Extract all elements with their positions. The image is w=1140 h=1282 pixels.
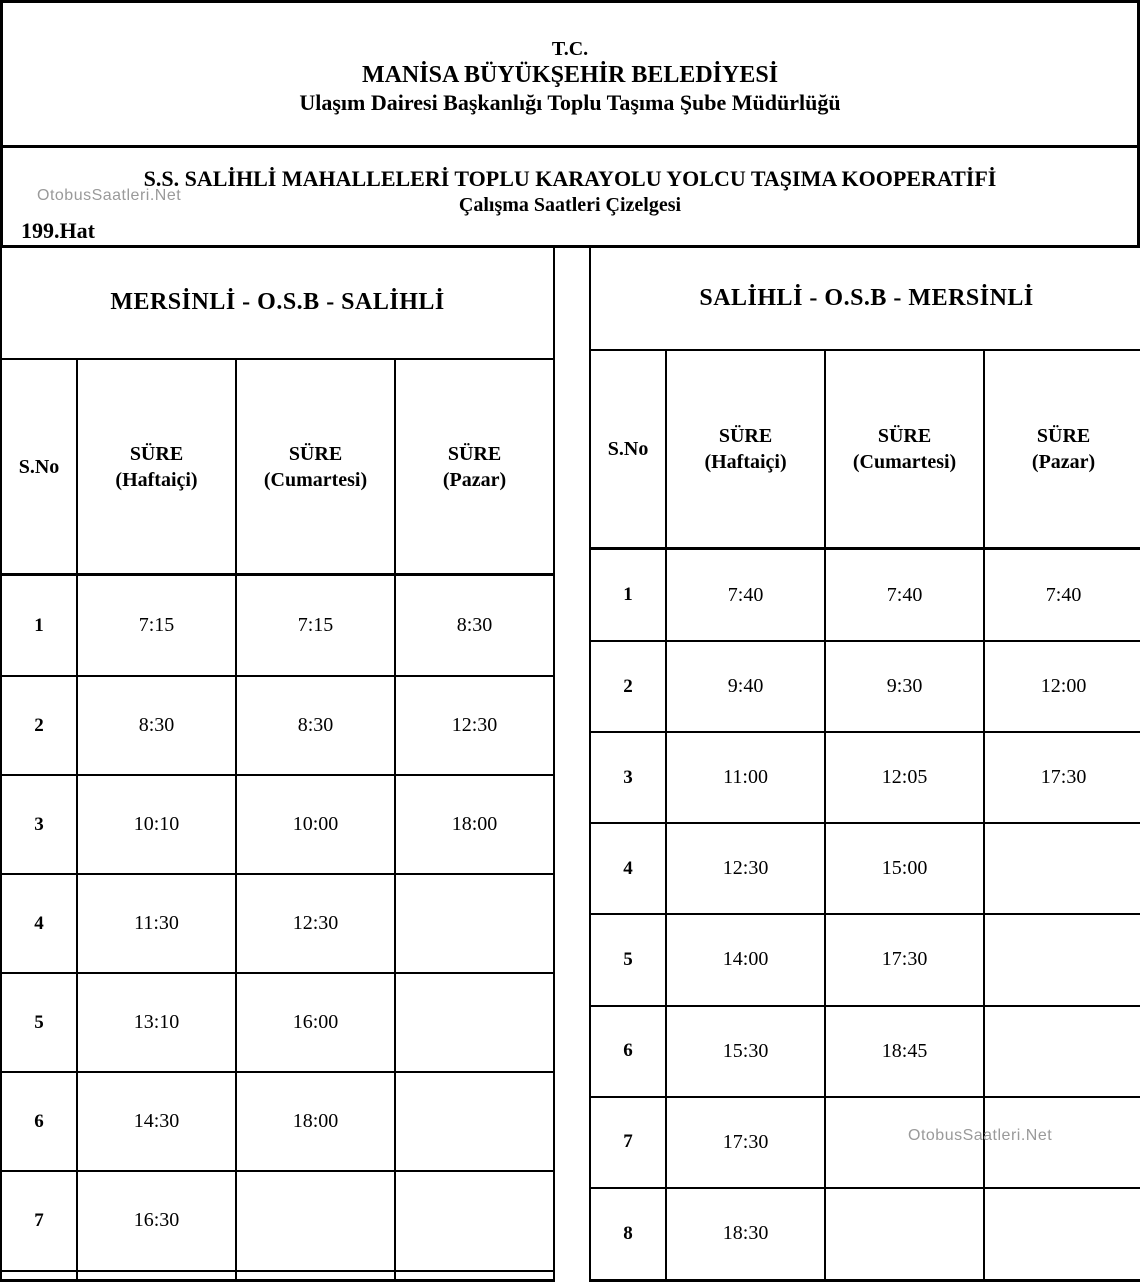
time-cell: 12:30 — [666, 823, 825, 914]
table-row — [590, 1188, 1140, 1281]
state-title: T.C. — [551, 38, 589, 60]
subheader-box — [0, 148, 1140, 248]
row-number: 2 — [590, 641, 666, 732]
time-cell: 11:00 — [666, 732, 825, 823]
time-cell — [825, 1097, 984, 1188]
row-number: 5 — [1, 973, 77, 1072]
row-number: 6 — [590, 1006, 666, 1097]
table-row — [590, 548, 1140, 641]
time-cell: 8:30 — [236, 676, 395, 775]
column-header-line: SÜRE — [288, 442, 343, 465]
time-cell: 15:30 — [666, 1006, 825, 1097]
row-number: 4 — [590, 823, 666, 914]
time-cell: 9:30 — [825, 641, 984, 732]
column-header-line: SÜRE — [1036, 424, 1091, 447]
column-header-line: (Cumartesi) — [263, 468, 368, 491]
cooperative-title: S.S. SALİHLİ MAHALLELERİ TOPLU KARAYOLU YOLCU TAŞIMA KOOPERATİFİ — [143, 166, 997, 191]
time-cell — [236, 1271, 395, 1281]
time-cell: 17:30 — [984, 732, 1140, 823]
column-header-line: (Haftaiçi) — [704, 450, 787, 473]
time-cell — [984, 823, 1140, 914]
table-row — [590, 914, 1140, 1005]
row-number: 3 — [1, 775, 77, 874]
outbound-schedule-table — [0, 248, 555, 1282]
route-title: SALİHLİ - O.S.B - MERSİNLİ — [590, 248, 1140, 350]
municipality-title: MANİSA BÜYÜKŞEHİR BELEDİYESİ — [361, 62, 779, 88]
time-cell — [984, 914, 1140, 1005]
time-cell: 7:40 — [825, 548, 984, 641]
time-cell: 12:05 — [825, 732, 984, 823]
timetables-region — [0, 248, 1140, 1282]
route-title: MERSİNLİ - O.S.B - SALİHLİ — [1, 248, 554, 359]
time-cell — [984, 1097, 1140, 1188]
table-header-row — [590, 350, 1140, 548]
table-row — [1, 676, 554, 775]
table-row — [1, 874, 554, 973]
schedule-subtitle: Çalışma Saatleri Çizelgesi — [458, 194, 682, 216]
row-number: 4 — [1, 874, 77, 973]
column-header-line: SÜRE — [129, 442, 184, 465]
time-cell: 10:00 — [236, 775, 395, 874]
table-row — [590, 641, 1140, 732]
time-cell — [395, 1271, 554, 1281]
time-cell: 7:15 — [77, 575, 236, 676]
time-cell: 7:15 — [236, 575, 395, 676]
column-header-haftaici — [666, 350, 825, 548]
time-cell: 9:40 — [666, 641, 825, 732]
column-header-pazar — [984, 350, 1140, 548]
table-row — [1, 1271, 554, 1281]
table-header-row — [1, 359, 554, 575]
table-row — [1, 1072, 554, 1171]
column-header-line: SÜRE — [877, 424, 932, 447]
row-number: 1 — [590, 548, 666, 641]
time-cell: 13:10 — [77, 973, 236, 1072]
time-cell — [984, 1006, 1140, 1097]
column-header-line: SÜRE — [718, 424, 773, 447]
header-box — [0, 0, 1140, 148]
row-number: 7 — [590, 1097, 666, 1188]
time-cell: 14:00 — [666, 914, 825, 1005]
time-cell: 18:30 — [666, 1188, 825, 1281]
time-cell: 18:00 — [236, 1072, 395, 1171]
time-cell — [236, 1171, 395, 1270]
time-cell: 12:00 — [984, 641, 1140, 732]
column-header-cumartesi — [236, 359, 395, 575]
time-cell: 15:00 — [825, 823, 984, 914]
time-cell — [825, 1188, 984, 1281]
table-row — [590, 823, 1140, 914]
column-header-sno: S.No — [1, 359, 77, 575]
watermark-top-left: OtobusSaatleri.Net — [37, 187, 182, 204]
table-title-row — [1, 248, 554, 359]
row-number: 6 — [1, 1072, 77, 1171]
column-header-line: (Pazar) — [1031, 450, 1096, 473]
time-cell — [984, 1188, 1140, 1281]
time-cell: 8:30 — [77, 676, 236, 775]
column-header-line: (Haftaiçi) — [115, 468, 198, 491]
table-row — [590, 1097, 1140, 1188]
table-row — [1, 575, 554, 676]
time-cell: 18:45 — [825, 1006, 984, 1097]
column-header-pazar — [395, 359, 554, 575]
time-cell: 11:30 — [77, 874, 236, 973]
row-number: 8 — [590, 1188, 666, 1281]
time-cell — [395, 1072, 554, 1171]
department-title: Ulaşım Dairesi Başkanlığı Toplu Taşıma Şube Müdürlüğü — [299, 90, 841, 115]
time-cell: 7:40 — [666, 548, 825, 641]
time-cell: 8:30 — [395, 575, 554, 676]
time-cell: 17:30 — [666, 1097, 825, 1188]
table-title-row — [590, 248, 1140, 350]
row-number: 1 — [1, 575, 77, 676]
column-header-line: (Pazar) — [442, 468, 507, 491]
time-cell: 16:00 — [236, 973, 395, 1072]
table-row — [590, 1006, 1140, 1097]
time-cell — [77, 1271, 236, 1281]
table-row — [1, 1171, 554, 1270]
time-cell: 12:30 — [236, 874, 395, 973]
time-cell: 17:30 — [825, 914, 984, 1005]
time-cell — [395, 874, 554, 973]
column-header-cumartesi — [825, 350, 984, 548]
time-cell: 12:30 — [395, 676, 554, 775]
time-cell — [395, 973, 554, 1072]
return-schedule-table — [589, 248, 1140, 1282]
table-row — [1, 775, 554, 874]
time-cell — [395, 1171, 554, 1270]
time-cell: 14:30 — [77, 1072, 236, 1171]
column-header-line: SÜRE — [447, 442, 502, 465]
row-number: 5 — [590, 914, 666, 1005]
watermark-table-right: OtobusSaatleri.Net — [908, 1127, 1053, 1144]
row-number: 7 — [1, 1171, 77, 1270]
table-row — [1, 973, 554, 1072]
row-number: 3 — [590, 732, 666, 823]
time-cell: 7:40 — [984, 548, 1140, 641]
column-header-haftaici — [77, 359, 236, 575]
row-number — [1, 1271, 77, 1281]
time-cell: 16:30 — [77, 1171, 236, 1270]
table-row — [590, 732, 1140, 823]
column-header-sno: S.No — [590, 350, 666, 548]
time-cell: 18:00 — [395, 775, 554, 874]
line-number: 199.Hat — [21, 218, 95, 243]
column-header-line: (Cumartesi) — [852, 450, 957, 473]
row-number: 2 — [1, 676, 77, 775]
time-cell: 10:10 — [77, 775, 236, 874]
